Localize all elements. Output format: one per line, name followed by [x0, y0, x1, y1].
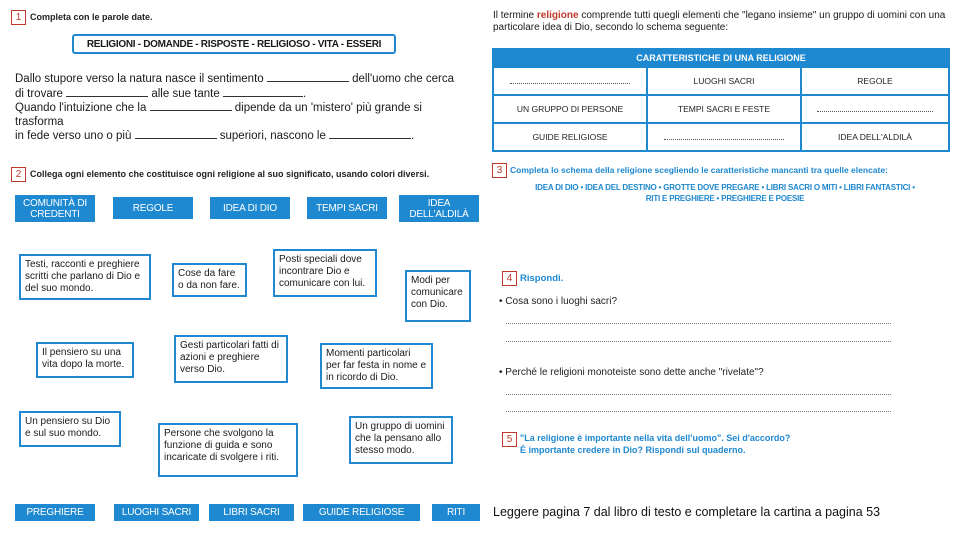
bottom-button-preghiere[interactable]: PREGHIERE [15, 504, 95, 521]
text-3: di trovare [15, 87, 63, 100]
word-bank-box [72, 34, 396, 54]
intro-before: Il termine [493, 10, 535, 21]
blank-1[interactable] [267, 72, 349, 82]
options-line-2: RITI E PREGHIERE • PREGHIERE E POESIE [645, 194, 805, 203]
schema-cell-aldila: IDEA DELL'ALDILÀ [801, 123, 949, 151]
card-riti-meaning[interactable]: Gesti particolari fatti di azioni e preghiere verso Dio. [174, 335, 288, 383]
blank-3[interactable] [223, 87, 303, 97]
exercise-1-title: Completa con le parole date. [30, 12, 153, 22]
schema-intro [493, 10, 953, 34]
answer-line-2a[interactable] [506, 393, 891, 395]
text-4: alle sue tante [151, 87, 220, 100]
blank-4[interactable] [150, 101, 232, 111]
footer-instruction: Leggere pagina 7 dal libro di testo e completare la cartina a pagina 53 [493, 505, 881, 519]
card-preghiere-meaning[interactable]: Modi per comunicare con Dio. [405, 270, 471, 322]
schema-cell-blank-2[interactable] [801, 95, 949, 123]
card-regole-meaning[interactable]: Cose da fare o da non fare. [172, 263, 247, 297]
exercise-5-text [520, 432, 790, 456]
schema-cell-regole: REGOLE [801, 67, 949, 95]
text-5: Quando l'intuizione che la [15, 102, 147, 114]
top-button-tempi-sacri[interactable]: TEMPI SACRI [307, 197, 387, 219]
text-2: dell'uomo che cerca [352, 73, 454, 85]
text-7: in fede verso uno o più [15, 130, 132, 142]
exercise-3-number: 3 [492, 163, 507, 178]
answer-line-1b[interactable] [506, 340, 891, 342]
blank-5[interactable] [135, 129, 217, 139]
exercise-4-title: Rispondi. [520, 273, 564, 284]
exercise-4-number: 4 [502, 271, 517, 286]
text-8: superiori, nascono le [219, 130, 326, 142]
card-idea-di-dio-meaning[interactable]: Un pensiero su Dio e sul suo mondo. [19, 411, 121, 447]
question-1: • Cosa sono i luoghi sacri? [499, 296, 618, 307]
exercise-5-line-1: "La religione è importante nella vita dell'uomo". Sei d'accordo? [520, 433, 791, 443]
card-tempi-sacri-meaning[interactable]: Momenti particolari per far festa in nome e in ricordo di Dio. [320, 343, 433, 389]
top-button-regole[interactable]: REGOLE [113, 197, 193, 219]
blank-6[interactable] [329, 129, 411, 139]
exercise-3-title: Completa lo schema della religione scegliendo le caratteristiche mancanti tra quelle elencate: [510, 165, 888, 175]
schema-title: CARATTERISTICHE DI UNA RELIGIONE [493, 49, 949, 67]
card-libri-sacri-meaning[interactable]: Testi, racconti e preghiere scritti che parlano di Dio e del suo mondo. [19, 254, 151, 300]
schema-cell-luoghi: LUOGHI SACRI [647, 67, 801, 95]
answer-line-2b[interactable] [506, 410, 891, 412]
bottom-button-libri-sacri[interactable]: LIBRI SACRI [209, 504, 294, 521]
exercise-5-number: 5 [502, 432, 517, 447]
blank-2[interactable] [66, 87, 148, 97]
top-button-comunita[interactable]: COMUNITÀ DI CREDENTI [15, 195, 95, 222]
exercise-2-number: 2 [11, 167, 26, 182]
card-aldila-meaning[interactable]: Il pensiero su una vita dopo la morte. [36, 342, 134, 378]
card-luoghi-sacri-meaning[interactable]: Posti speciali dove incontrare Dio e comunicare con lui. [273, 249, 377, 297]
fill-in-paragraph: Dallo stupore verso la natura nasce il sentimento dell'uomo che cerca di trovare alle sue tante . Quando l'intuizione che la dipende da un 'mistero' più grande si trasforma in fede verso uno o più superiori, nascono le . [15, 73, 454, 142]
religion-schema-table [492, 48, 950, 152]
schema-cell-tempi: TEMPI SACRI E FESTE [647, 95, 801, 123]
schema-cell-blank-3[interactable] [647, 123, 801, 151]
schema-cell-gruppo: UN GRUPPO DI PERSONE [493, 95, 647, 123]
top-button-idea-di-dio[interactable]: IDEA DI DIO [210, 197, 290, 219]
answer-line-1a[interactable] [506, 322, 891, 324]
intro-keyword: religione [536, 10, 579, 21]
card-comunita-meaning[interactable]: Un gruppo di uomini che la pensano allo stesso modo. [349, 416, 453, 464]
exercise-5-line-2: È importante credere in Dio? Rispondi sul quaderno. [520, 445, 746, 455]
bottom-button-luoghi-sacri[interactable]: LUOGHI SACRI [114, 504, 199, 521]
exercise-2-title: Collega ogni elemento che costituisce ogni religione al suo significato, usando colori diversi. [30, 169, 430, 179]
card-guide-religiose-meaning[interactable]: Persone che svolgono la funzione di guida e sono incaricate di svolgere i riti. [158, 423, 298, 477]
word-bank-text: RELIGIONI - DOMANDE - RISPOSTE - RELIGIOSO - VITA - ESSERI [86, 38, 382, 50]
top-button-idea-aldila[interactable]: IDEA DELL'ALDILÀ [399, 195, 479, 222]
exercise-1-number: 1 [11, 10, 26, 25]
bottom-button-guide-religiose[interactable]: GUIDE RELIGIOSE [303, 504, 420, 521]
options-line-1: IDEA DI DIO • IDEA DEL DESTINO • GROTTE DOVE PREGARE • LIBRI SACRI O MITI • LIBRI FANTASTICI • [535, 183, 915, 192]
exercise-3-options [500, 182, 950, 204]
text-1: Dallo stupore verso la natura nasce il sentimento [15, 73, 264, 85]
question-2: • Perché le religioni monoteiste sono dette anche "rivelate"? [499, 367, 764, 378]
schema-cell-blank-1[interactable] [493, 67, 647, 95]
schema-cell-guide: GUIDE RELIGIOSE [493, 123, 647, 151]
text-6: dipende da un 'mistero' più grande si trasforma [15, 102, 422, 128]
intro-after: comprende tutti quegli elementi che "legano insieme" un gruppo di uomini con una particolare idea di Dio, secondo lo schema seguente: [493, 10, 946, 33]
bottom-button-riti[interactable]: RITI [432, 504, 480, 521]
